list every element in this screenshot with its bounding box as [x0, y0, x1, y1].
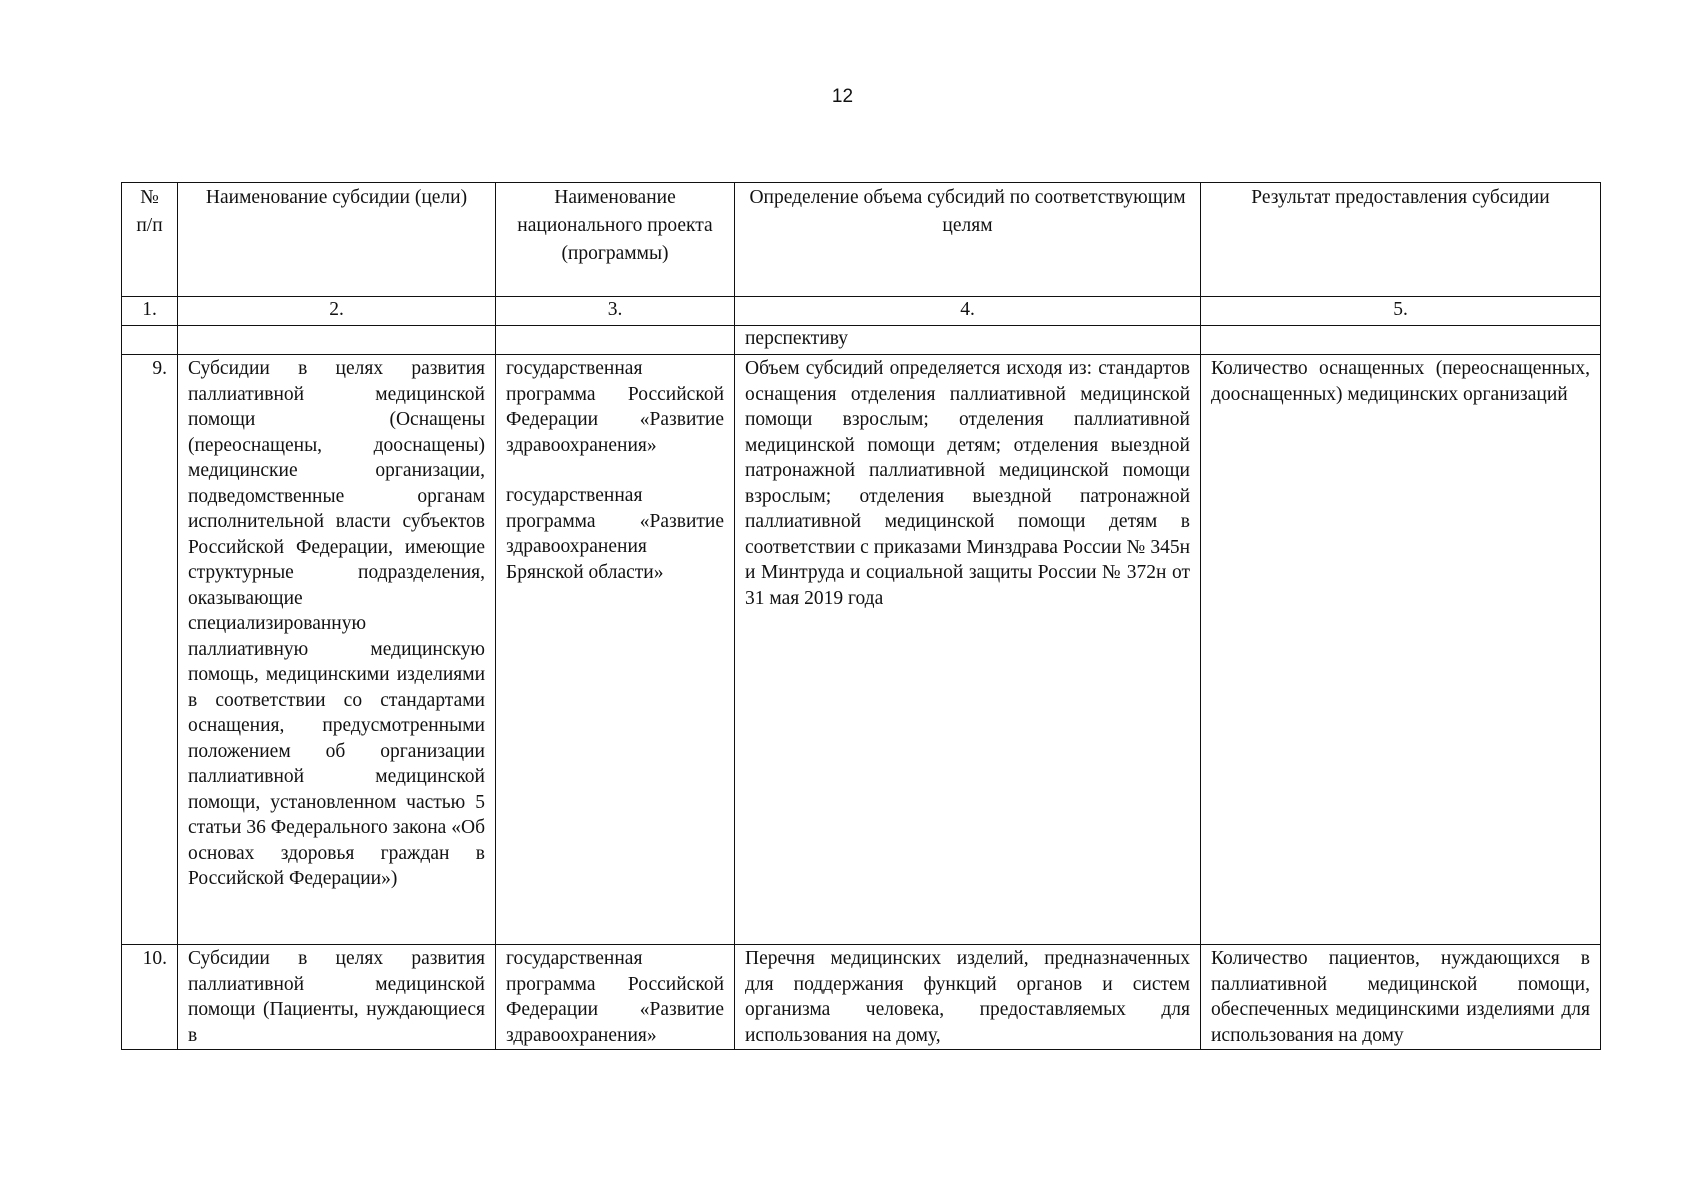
subsidy-name: Субсидии в целях развития паллиативной медицинской помощи (Оснащены (переоснащены, дооснащены) медицинские организации, подведомственные органам исполнительной власти субъектов Российской Федерации, имеющие структурные подразделения, оказывающие специализированную паллиативную медицинскую помощь, медицинскими изделиями в соответствии со стандартами оснащения, предусмотренными положением об организации паллиативной медицинской помощи, установленном частью 5 статьи 36 Федерального закона «Об основах здоровья граждан в Российской Федерации») — [178, 355, 496, 945]
column-number-4: 4. — [735, 297, 1201, 326]
subsidy-result: Количество пациентов, нуждающихся в паллиативной медицинской помощи, обеспеченных медицинскими изделиями для использования на дому — [1201, 945, 1601, 1050]
paragraph-gap — [506, 458, 724, 483]
continuation-cell-5 — [1201, 326, 1601, 355]
national-project — [496, 355, 735, 945]
subsidy-name: Субсидии в целях развития паллиативной медицинской помощи (Пациенты, нуждающиеся в — [178, 945, 496, 1050]
table-row-9 — [122, 355, 1601, 945]
column-number-row — [122, 297, 1601, 326]
column-number-5: 5. — [1201, 297, 1601, 326]
column-number-3: 3. — [496, 297, 735, 326]
header-national-project: Наименование национального проекта (программы) — [496, 183, 735, 297]
subsidy-table — [121, 182, 1601, 1050]
header-result: Результат предоставления субсидии — [1201, 183, 1601, 297]
subsidy-result: Количество оснащенных (переоснащенных, дооснащенных) медицинских организаций — [1201, 355, 1601, 945]
row-number: 9. — [122, 355, 178, 945]
header-number: № п/п — [122, 183, 178, 297]
volume-definition: Объем субсидий определяется исходя из: стандартов оснащения отделения паллиативной медицинской помощи взрослым; отделения паллиативной медицинской помощи детям; отделения выездной патронажной паллиативной медицинской помощи взрослым; отделения выездной патронажной паллиативной медицинской помощи детям в соответствии с приказами Минздрава России № 345н и Минтруда и социальной защиты России № 372н от 31 мая 2019 года — [735, 355, 1201, 945]
continuation-cell-2 — [178, 326, 496, 355]
table-header-row — [122, 183, 1601, 297]
header-subsidy-name: Наименование субсидии (цели) — [178, 183, 496, 297]
national-project-regional: государственная программа «Развитие здравоохранения Брянской области» — [506, 485, 724, 583]
continuation-text: перспективу — [735, 326, 1201, 355]
national-project: государственная программа Российской Федерации «Развитие здравоохранения» — [496, 945, 735, 1050]
row-number: 10. — [122, 945, 178, 1050]
continuation-cell-3 — [496, 326, 735, 355]
header-volume-definition: Определение объема субсидий по соответствующим целям — [735, 183, 1201, 297]
volume-definition: Перечня медицинских изделий, предназначенных для поддержания функций органов и систем организма человека, предоставляемых для использования на дому, — [735, 945, 1201, 1050]
page-number: 12 — [831, 86, 854, 107]
column-number-2: 2. — [178, 297, 496, 326]
column-number-1: 1. — [122, 297, 178, 326]
continuation-cell-1 — [122, 326, 178, 355]
continuation-row — [122, 326, 1601, 355]
table-row-10 — [122, 945, 1601, 1050]
national-project-federal: государственная программа Российской Федерации «Развитие здравоохранения» — [506, 358, 724, 456]
